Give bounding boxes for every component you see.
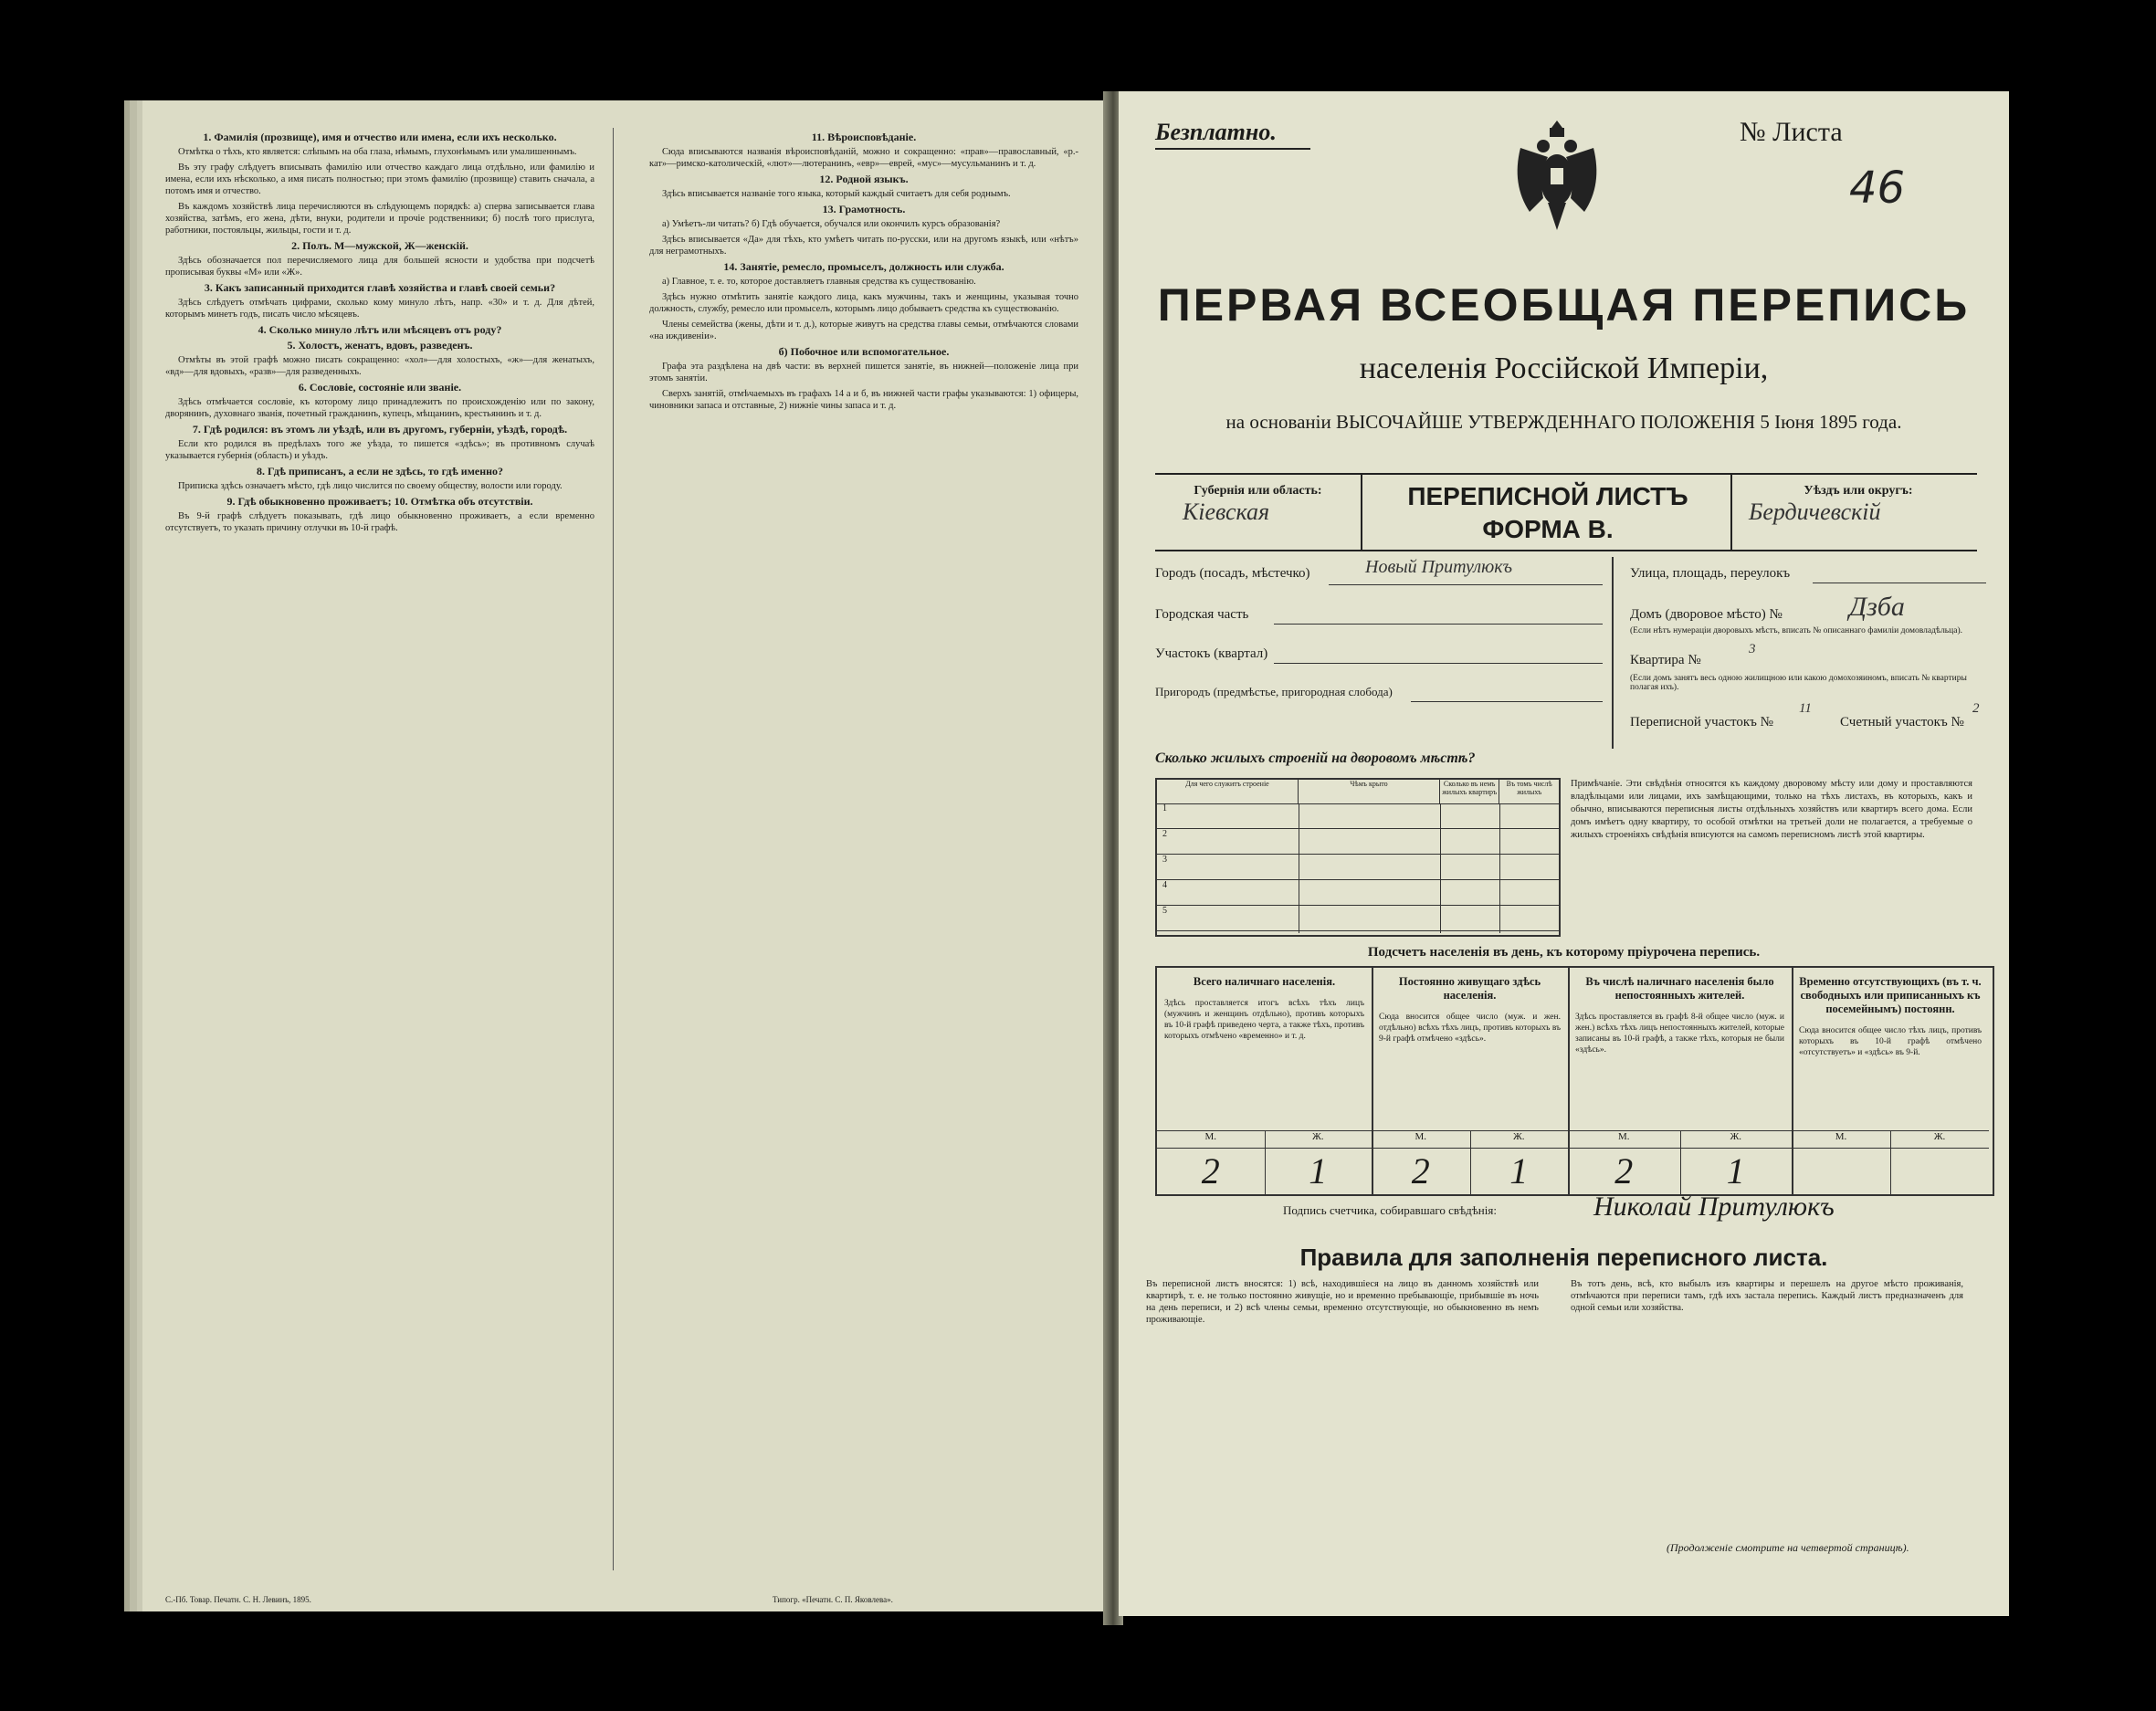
female-count-value[interactable]: 1 (1309, 1150, 1328, 1191)
house-label: Домъ (дворовое мѣсто) № (1630, 607, 1783, 622)
instruction-heading: 14. Занятiе, ремесло, промыселъ, должность или служба. (723, 260, 1004, 273)
census-precinct-value[interactable]: 11 (1799, 701, 1812, 716)
instruction-heading: 8. Гдѣ приписанъ, а если не здѣсь, то гдѣ именно? (256, 465, 504, 478)
signature-value[interactable]: Николай Притулюкъ (1593, 1191, 1835, 1222)
instruction-paragraph: Сюда вписываются названiя вѣроисповѣданiй, можно и сокращенно: «прав»—православный, «р.-кат»—римско-католическiй, «лют»—лютеранинъ, «евр»—еврей, «мус»—мусульманинъ и т. д. (649, 147, 1078, 169)
instruction-heading: 1. Фамилiя (прозвище), имя и отчество или имена, если ихъ несколько. (203, 131, 557, 143)
continued-note: (Продолженiе смотрите на четвертой страницѣ). (1667, 1541, 1909, 1554)
instruction-paragraph: Члены семейства (жены, дѣти и т. д.), которые живутъ на средства главы семьи, отмѣчаются словами «на иждивенiи». (649, 320, 1078, 341)
buildings-table-header (1157, 780, 1559, 804)
instruction-paragraph: Графа эта раздѣлена на двѣ части: въ верхней пишется занятiе, въ нижней—положенiе лица при этомъ занятiи. (649, 362, 1078, 383)
instruction-paragraph: Въ эту графу слѣдуетъ вписывать фамилiю или отчество каждаго лица отдѣльно, или фамилiю и имена, если ихъ нѣсколько, а имя писать полностью; при этомъ фамилiю (прозвище) ставить сначала, а потомъ имя и отчество. (165, 163, 594, 196)
instruction-heading: 4. Сколько минуло лѣтъ или мѣсяцевъ отъ роду? (258, 323, 502, 336)
row-number: 4 (1162, 880, 1167, 890)
rules-title: Правила для заполненiя переписного листа. (1299, 1244, 1828, 1271)
row-number: 3 (1162, 855, 1167, 865)
instruction-paragraph: Отмѣты въ этой графѣ можно писать сокращенно: «хол»—для холостыхъ, «ж»—для женатыхъ, «вд»—для вдовыхъ, «разв»—для разведенныхъ. (165, 355, 594, 377)
buildings-table-row (1157, 880, 1559, 906)
buildings-table-row (1157, 829, 1559, 855)
instruction-paragraph: Если кто родился въ предѣлахъ того же уѣзда, то пишется «здѣсь»; въ противномъ случаѣ указывается губернiя (область) и уѣздъ. (165, 439, 594, 461)
instruction-paragraph: а) Главное, т. е. то, которое доставляетъ главныя средства къ существованiю. (662, 277, 976, 287)
imperial-eagle-emblem (1502, 111, 1612, 239)
town-line (1329, 584, 1603, 585)
buildings-table-row (1157, 855, 1559, 880)
population-values (1568, 1130, 1792, 1195)
header-divider (1730, 475, 1732, 550)
male-label: М. (1372, 1131, 1471, 1149)
instruction-paragraph: Здѣсь отмѣчается сословiе, къ которому лицо принадлежитъ по происхожденiю или по закону, дворянинъ, духовнаго званiя, почетный гражданинъ, купецъ, мѣщанинъ, крестьянинъ и т. д. (165, 397, 594, 419)
male-label: М. (1792, 1131, 1891, 1149)
instruction-paragraph: Здѣсь вписывается названiе того языка, который каждый считаетъ для себя роднымъ. (662, 189, 1011, 199)
buildings-header-3: Сколько въ немъ жилыхъ квартиръ (1440, 780, 1500, 803)
apartment-note: (Если домъ занятъ весь одною жилищною или какою домохозяиномъ, вписать № квартиры полагая ихъ). (1630, 674, 1967, 692)
instruction-paragraph: Сверхъ занятiй, отмѣчаемыхъ въ графахъ 14 а и б, въ нижней части графы указываются: 1) офицеры, чиновники запаса и отставные, 2) нижнiе чины запаса и т. д. (649, 389, 1078, 411)
female-label: Ж. (1470, 1131, 1569, 1149)
rules-text-right: Въ тотъ день, всѣ, кто выбылъ изъ квартиры и перешелъ на другое мѣсто проживанiя, отмѣчаются при переписи тамъ, гдѣ ихъ застала перепись. Каждый листъ предназначенъ для одной семьи или хозяйства. (1571, 1279, 1963, 1313)
buildings-header-1: Для чего служитъ строенiе (1157, 780, 1299, 803)
buildings-table-row (1157, 906, 1559, 931)
form-title-line-2: ФОРМА В. (1482, 515, 1614, 543)
sheet-number-label: № Листа (1740, 117, 1843, 147)
buildings-table (1155, 778, 1561, 937)
form-header-box (1155, 473, 1977, 551)
instruction-paragraph: Приписка здѣсь означаетъ мѣсто, гдѣ лицо числится по своему обществу, волости или городу. (178, 481, 563, 491)
population-values (1157, 1130, 1372, 1195)
population-column-description: Здѣсь проставляется итогъ всѣхъ тѣхъ лицъ (мужчинъ и женщинъ отдѣльно), противъ которыхъ въ 10-й графѣ приведено черта, а также тѣхъ, противъ которыхъ отмѣчено «временно» и т. д. (1164, 999, 1364, 1041)
row-number: 1 (1162, 803, 1167, 814)
printer-footer-right: Типогр. «Печатн. С. П. Яковлева». (773, 1595, 893, 1604)
instruction-heading: б) Побочное или вспомогательное. (778, 345, 950, 358)
instruction-paragraph: Здѣсь нужно отмѣтить занятiе каждого лица, какъ мужчины, такъ и женщины, указывая точно должность, службу, ремесло или промыселъ, которымъ лицо добываетъ средства къ существованiю. (649, 292, 1078, 314)
instruction-heading: 12. Родной языкъ. (819, 173, 909, 185)
form-title-line-1: ПЕРЕПИСНОЙ ЛИСТЪ (1407, 482, 1688, 510)
population-column-heading: Въ числѣ наличнаго населенiя было непостоянныхъ жителей. (1585, 975, 1774, 1002)
instruction-heading: 5. Холостъ, женатъ, вдовъ, разведенъ. (287, 339, 473, 352)
district-cell (1740, 475, 1977, 526)
population-column-description: Здѣсь проставляется въ графѣ 8-й общее число (муж. и жен.) всѣхъ тѣхъ лицъ непостоянныхъ жителей, которые записаны въ 10-й графѣ, а также тѣхъ, которыя не были «здѣсь». (1575, 1013, 1784, 1055)
female-count-value[interactable]: 1 (1509, 1150, 1529, 1191)
female-label: Ж. (1890, 1131, 1989, 1149)
open-book (137, 91, 2009, 1625)
census-subtitle: населенiя Россiйской Имперiи, (1359, 352, 1769, 385)
suburb-label: Пригородъ (предмѣстье, пригородная слобода) (1155, 685, 1393, 698)
population-column-heading: Постоянно живущаго здѣсь населенiя. (1398, 975, 1541, 1002)
instruction-heading: 7. Гдѣ родился: въ этомъ ли уѣздѣ, или въ другомъ, губернiи, уѣздѣ, городѣ. (192, 423, 568, 436)
row-number: 2 (1162, 829, 1167, 839)
census-form-page (1119, 91, 2009, 1616)
census-precinct-label: Переписной участокъ № (1630, 715, 1773, 730)
address-divider (1612, 557, 1614, 749)
district-value[interactable]: Бердичевскiй (1749, 499, 1881, 525)
buildings-note: Примѣчанiе. Эти свѣдѣнiя относятся къ каждому дворовому мѣсту или дому и проставляются владѣльцами или лицами, ихъ замѣщающими, только на тѣхъ листахъ, въ которыхъ, какъ и обычно, вписываются переписныя листы отдѣльныхъ хозяйствъ или квартиръ всего дома. Если домъ имѣетъ одну квартиру, то особой отмѣтки на третьей доли не полагается, а требуемые о жилыхъ строенiяхъ свѣдѣнiя вписуются на самомъ переписномъ листѣ этой квартиры. (1571, 779, 1972, 840)
population-column-description: Сюда вносится общее число (муж. и жен. отдѣльно) всѣхъ тѣхъ лицъ, противъ которыхъ въ 9-й графѣ отмѣчено «здѣсь». (1379, 1013, 1561, 1044)
buildings-header-2: Чѣмъ крыто (1299, 780, 1440, 803)
male-label: М. (1157, 1131, 1266, 1149)
province-value[interactable]: Кiевская (1183, 499, 1270, 525)
male-count-value[interactable]: 2 (1372, 1148, 1471, 1195)
instructions-page (137, 100, 1115, 1611)
suburb-line (1411, 701, 1603, 702)
signature-label: Подпись счетчика, собиравшаго свѣдѣнiя: (1283, 1203, 1497, 1217)
female-count-value[interactable]: 1 (1726, 1150, 1745, 1191)
province-cell (1155, 475, 1362, 550)
instruction-paragraph: Отмѣтка о тѣхъ, кто является: слѣпымъ на оба глаза, нѣмымъ, глухонѣмымъ или умалишеннымъ. (178, 147, 577, 157)
sheet-number-value: 46 (1849, 163, 1906, 214)
population-column (1568, 968, 1793, 1194)
female-count-value[interactable] (1890, 1148, 1989, 1195)
instruction-paragraph: Въ каждомъ хозяйствѣ лица перечисляются въ слѣдующемъ порядкѣ: а) сперва записывается глава хозяйства, затѣмъ, его жена, дѣти, внуки, родители и прочiе родственники; б) послѣ того прислуга, работники, постояльцы, жильцы, гости и т. д. (165, 202, 594, 236)
census-title: ПЕРВАЯ ВСЕОБЩАЯ ПЕРЕПИСЬ (1157, 279, 1971, 331)
instruction-paragraph: Здѣсь вписывается «Да» для тѣхъ, кто умѣетъ читать по-русски, или на другомъ языкѣ, или «нѣтъ» для неграмотныхъ. (649, 235, 1078, 257)
buildings-question: Сколько жилыхъ строенiй на дворовомъ мѣстѣ? (1155, 751, 1476, 766)
buildings-table-row (1157, 803, 1559, 829)
buildings-header-4: Въ томъ числѣ жилыхъ (1506, 780, 1552, 796)
count-precinct-value[interactable]: 2 (1972, 701, 1980, 716)
instruction-heading: 3. Какъ записанный приходится главѣ хозяйства и главѣ своей семьи? (204, 281, 556, 294)
population-values (1372, 1130, 1568, 1195)
instruction-paragraph: Здѣсь обозначается пол перечисляемого лица для большей ясности и удобства при подсчетѣ прописывая буквы «М» или «Ж». (165, 256, 594, 278)
apartment-value[interactable]: 3 (1749, 642, 1756, 656)
town-label: Городъ (посадъ, мѣстечко) (1155, 566, 1310, 581)
street-label: Улица, площадь, переулокъ (1630, 566, 1791, 581)
rules-text-left: Въ переписной листъ вносятся: 1) всѣ, находившiеся на лицо въ данномъ хозяйствѣ или квартирѣ, т. е. не только постоянно живущiе, но и временно пребывающiе, прибывшiе въ ночь на день переписи, и 2) всѣ члены семьи, временно отсутствующiе, но обыкновенно въ немъ проживающiе. (1146, 1279, 1539, 1325)
district-label: Уѣздъ или округъ: (1804, 484, 1913, 498)
apartment-label: Квартира № (1630, 653, 1701, 667)
instruction-heading: 2. Полъ. М—мужской, Ж—женскiй. (291, 239, 468, 252)
instruction-heading: 6. Сословiе, состоянiе или званiе. (298, 381, 462, 394)
population-count-table (1155, 966, 1994, 1196)
population-column-heading: Временно отсутствующихъ (въ т. ч. свободныхъ или приписанныхъ къ посемейнымъ) постоянн. (1799, 975, 1982, 1015)
printer-footer-left: С.-Пб. Товар. Печатн. С. Н. Левинъ, 1895. (165, 1595, 311, 1604)
population-column (1372, 968, 1570, 1194)
precinct-line (1274, 663, 1603, 664)
male-count-value[interactable]: 2 (1568, 1148, 1681, 1195)
instruction-heading: 11. Вѣроисповѣданiе. (811, 131, 917, 143)
population-count-title: Подсчетъ населенiя въ день, къ которому прiурочена перепись. (1367, 945, 1761, 960)
population-column-heading: Всего наличнаго населенiя. (1193, 975, 1336, 988)
precinct-label: Участокъ (квартал) (1155, 646, 1268, 661)
census-basis: на основанiи ВЫСОЧАЙШЕ УТВЕРЖДЕННАГО ПОЛОЖЕНIЯ 5 Iюня 1895 года. (1225, 411, 1902, 433)
free-label: Безплатно. (1155, 119, 1277, 145)
female-label: Ж. (1265, 1131, 1372, 1149)
free-underline (1155, 148, 1310, 150)
population-column (1157, 968, 1373, 1194)
form-title (1402, 480, 1694, 546)
female-label: Ж. (1680, 1131, 1793, 1149)
instruction-heading: 13. Грамотность. (822, 203, 906, 215)
city-part-line (1274, 624, 1603, 625)
house-value[interactable]: Дзба (1849, 592, 1905, 622)
instruction-heading: 9. Гдѣ обыкновенно проживаетъ; 10. Отмѣтка объ отсутствiи. (226, 495, 533, 508)
instruction-paragraph: а) Умѣетъ-ли читать? б) Гдѣ обучается, обучался или окончилъ курсъ образованiя? (662, 219, 1001, 229)
instructions-column-2 (649, 128, 1078, 1561)
instruction-paragraph: Здѣсь слѣдуетъ отмѣчать цифрами, сколько кому минуло лѣтъ, напр. «30» и т. д. Для дѣтей, которымъ минетъ годъ, писать число мѣсяцевъ. (165, 298, 594, 320)
population-values (1792, 1130, 1989, 1195)
population-column-description: Сюда вносится общее число тѣхъ лицъ, противъ которыхъ въ 10-й графѣ отмѣчено «отсутствуетъ» и «здѣсь» въ 9-й. (1799, 1026, 1982, 1057)
house-note: (Если нѣтъ нумерацiи дворовыхъ мѣстъ, вписать № описаннаго фамилiи домовладѣльца). (1630, 626, 1962, 635)
city-part-label: Городская часть (1155, 607, 1249, 622)
column-divider (613, 128, 614, 1570)
count-precinct-label: Счетный участокъ № (1840, 715, 1964, 730)
instruction-paragraph: Въ 9-й графѣ слѣдуетъ показывать, гдѣ лицо обыкновенно проживаетъ, а если временно отсутствуетъ, то указать причину отлучки въ 10-й графѣ. (165, 511, 594, 533)
province-label: Губернiя или область: (1194, 484, 1322, 498)
male-label: М. (1568, 1131, 1681, 1149)
town-value[interactable]: Новый Притулюкъ (1365, 557, 1512, 577)
male-count-value[interactable] (1792, 1148, 1891, 1195)
instructions-column-1 (165, 128, 594, 1561)
population-column (1792, 968, 1989, 1194)
row-number: 5 (1162, 906, 1167, 916)
male-count-value[interactable]: 2 (1157, 1148, 1266, 1195)
